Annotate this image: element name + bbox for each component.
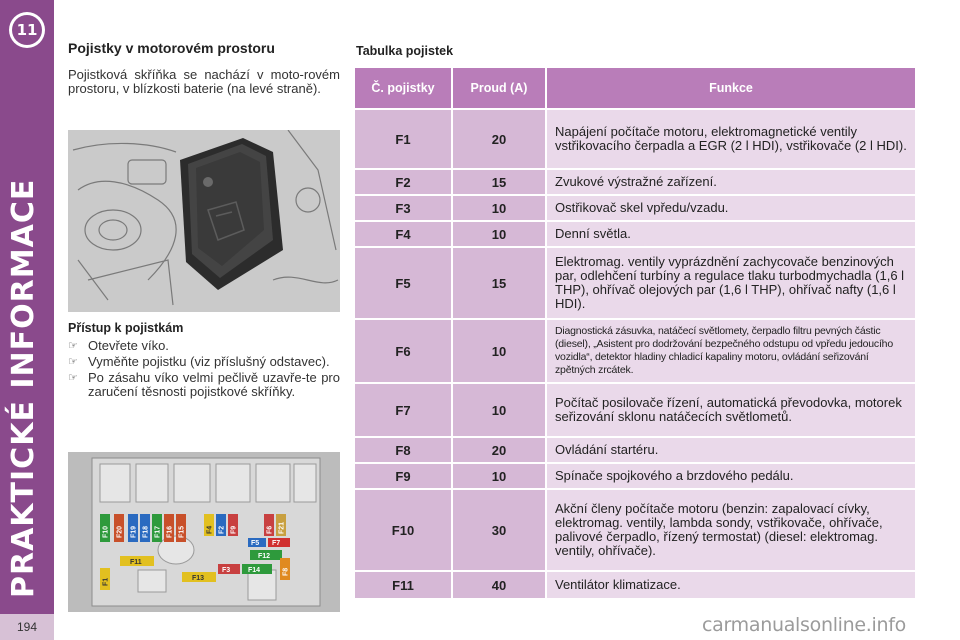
fuse-function: Počítač posilovače řízení, automatická převodovka, motorek seřizování sklonu natáčecích světlometů. [545, 384, 915, 436]
svg-text:F3: F3 [222, 567, 231, 574]
svg-text:F19: F19 [130, 525, 138, 538]
access-section [68, 321, 340, 401]
svg-text:F2: F2 [218, 525, 226, 534]
svg-text:F1: F1 [102, 577, 110, 586]
fuse-number: F2 [355, 170, 451, 194]
list-item: ☞ Otevřete víko. [68, 338, 169, 353]
header-current: Proud (A) [451, 68, 545, 108]
svg-text:F7: F7 [272, 540, 281, 547]
svg-text:F18: F18 [142, 525, 150, 538]
svg-text:F21: F21 [278, 521, 286, 534]
svg-text:F9: F9 [230, 525, 238, 534]
fuse-number: F1 [355, 110, 451, 168]
table-row [355, 222, 915, 246]
svg-text:F8: F8 [282, 567, 290, 576]
fuse-current: 10 [451, 196, 545, 220]
fuse-table [355, 66, 915, 600]
table-row [355, 490, 915, 570]
svg-text:F4: F4 [206, 525, 214, 534]
fuse-function: Spínače spojkového a brzdového pedálu. [545, 464, 915, 488]
fuse-current: 10 [451, 384, 545, 436]
fuse-number: F8 [355, 438, 451, 462]
table-row [355, 110, 915, 168]
page-number: 194 [0, 614, 54, 640]
fuse-function: Ventilátor klimatizace. [545, 572, 915, 598]
intro-paragraph: Pojistková skříňka se nachází v moto-rovém prostoru, v blízkosti baterie (na levé straně). [68, 67, 340, 96]
fuse-current: 20 [451, 438, 545, 462]
fuse-box-diagram [68, 452, 340, 612]
table-row [355, 196, 915, 220]
fuse-current: 15 [451, 248, 545, 318]
chapter-number: 11 [12, 15, 42, 45]
fuse-number: F10 [355, 490, 451, 570]
table-row [355, 464, 915, 488]
fuse-function: Denní světla. [545, 222, 915, 246]
svg-text:F16: F16 [166, 525, 174, 538]
table-row [355, 248, 915, 318]
table-header-row [355, 68, 915, 108]
header-function: Funkce [545, 68, 915, 108]
fuse-number: F6 [355, 320, 451, 382]
fuse-function: Ovládání startéru. [545, 438, 915, 462]
section-heading: Pojistky v motorovém prostoru [68, 40, 275, 56]
watermark: carmanualsonline.info [702, 614, 906, 636]
fuse-function: Elektromag. ventily vyprázdnění zachycovače benzinových par, odlehčení turbíny a regulace tlaku turbodmychadla (1,6 l THP), ohřívač olejových par (1,6 l THP), ohřívač nafty (1,6 l HDI). [545, 248, 915, 318]
fuse-current: 20 [451, 110, 545, 168]
svg-text:F10: F10 [102, 525, 110, 538]
table-title: Tabulka pojistek [356, 44, 454, 58]
list-item: ☞ Vyměňte pojistku (viz příslušný odstavec). [68, 354, 330, 369]
fuse-number: F9 [355, 464, 451, 488]
fuse-current: 10 [451, 222, 545, 246]
svg-text:F5: F5 [251, 540, 260, 547]
left-column [68, 40, 340, 96]
chapter-title: PRAKTICKÉ INFORMACE [6, 178, 41, 598]
fuse-function: Diagnostická zásuvka, natáčecí světlomety, čerpadlo filtru pevných částic (diesel), „Asistent pro dodržování bezpečného odstupu od vpředu jedoucího vozidla“, detektor hladiny chladicí kapaliny motoru, ovládání seřizování zpětných zrcátek. [545, 320, 915, 382]
fuse-function: Napájení počítače motoru, elektromagnetické ventily vstřikovacího čerpadla a EGR (2 l HDI), vstřikovače (2 l HDI). [545, 110, 915, 168]
fuse-number: F7 [355, 384, 451, 436]
access-heading: Přístup k pojistkám [68, 321, 184, 335]
fuse-function: Ostřikovač skel vpředu/vzadu. [545, 196, 915, 220]
fuse-function: Zvukové výstražné zařízení. [545, 170, 915, 194]
engine-bay-image [68, 130, 340, 312]
header-fuse-number: Č. pojistky [355, 68, 451, 108]
table-row [355, 572, 915, 598]
svg-text:F6: F6 [266, 525, 274, 534]
svg-text:F14: F14 [248, 567, 261, 574]
bullet-icon: ☞ [68, 340, 78, 352]
fuse-number: F5 [355, 248, 451, 318]
chapter-side-band [0, 0, 54, 640]
svg-text:F17: F17 [154, 525, 162, 538]
table-row [355, 438, 915, 462]
list-item: ☞ Po zásahu víko velmi pečlivě uzavře-te pro zaručení těsnosti pojistkové skříňky. [68, 370, 340, 399]
fuse-current: 40 [451, 572, 545, 598]
bullet-icon: ☞ [68, 356, 78, 368]
svg-text:F11: F11 [130, 559, 142, 566]
table-row [355, 170, 915, 194]
engine-bay-drawing [68, 130, 340, 312]
bullet-icon: ☞ [68, 372, 78, 384]
table-row [355, 320, 915, 382]
table-row [355, 384, 915, 436]
fuse-current: 15 [451, 170, 545, 194]
fuse-current: 30 [451, 490, 545, 570]
fuse-current: 10 [451, 464, 545, 488]
svg-text:F15: F15 [178, 525, 186, 538]
svg-text:F13: F13 [192, 575, 205, 582]
fuse-current: 10 [451, 320, 545, 382]
fuse-box-drawing [68, 452, 340, 612]
access-steps [68, 339, 340, 399]
fuse-number: F11 [355, 572, 451, 598]
svg-text:F12: F12 [258, 553, 271, 560]
fuse-number: F3 [355, 196, 451, 220]
fuse-number: F4 [355, 222, 451, 246]
svg-text:F20: F20 [116, 525, 124, 538]
fuse-function: Akční členy počítače motoru (benzin: zapalovací cívky, elektromag. ventily, lambda sondy, vstřikovače, ohřívače, palivové čerpadlo, řízený termostat) (diesel: elektromag. ventily, ohřívače). [545, 490, 915, 570]
